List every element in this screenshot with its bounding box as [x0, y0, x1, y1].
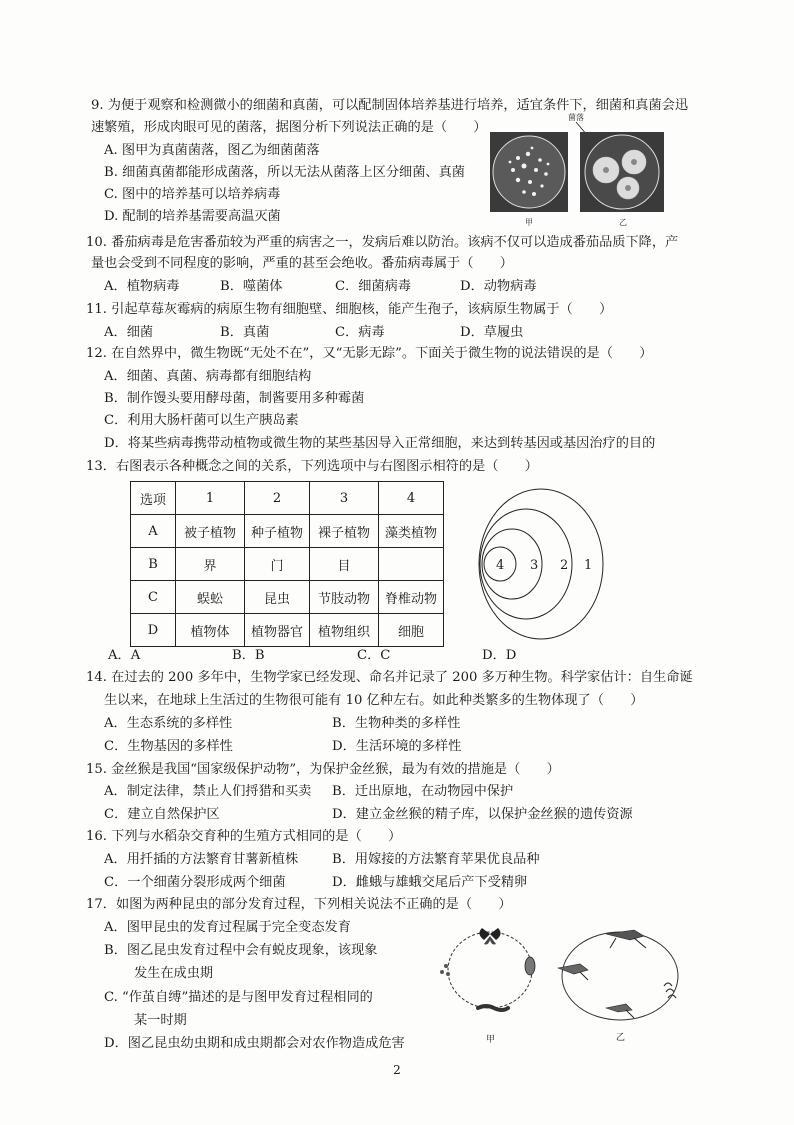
table-cell: 脊椎动物: [379, 581, 444, 614]
table-header-row: [131, 482, 444, 515]
q9-option-b: B. 细菌真菌都能形成菌落，所以无法从菌落上区分细菌、真菌: [104, 165, 465, 180]
table-row: [131, 581, 444, 614]
q17-option-b-line2: 发生在成虫期: [134, 966, 214, 981]
table-cell: 种子植物: [245, 515, 310, 548]
q10-stem-line2: 量也会受到不同程度的影响，严重的甚至会绝收。番茄病毒属于（ ）: [91, 256, 513, 271]
q14-option-a: A．生态系统的多样性: [104, 716, 233, 731]
q10-option-a: A．植物病毒: [104, 279, 180, 294]
table-header-cell: 1: [176, 482, 245, 515]
q12-stem: 12. 在自然界中，微生物既“无处不在”，又“无影无踪”。下面关于微生物的说法错误的是（ ）: [86, 346, 653, 361]
q16-option-c: C．一个细菌分裂形成两个细菌: [104, 875, 286, 890]
table-cell: 节肢动物: [310, 581, 379, 614]
q11-option-a: A．细菌: [104, 325, 154, 340]
q17-fig-label-jia: 甲: [486, 1035, 496, 1045]
q11-stem: 11. 引起草莓灰霉病的病原生物有细胞壁、细胞核，能产生孢子，该病原生物属于（ ）: [86, 302, 613, 317]
q17-option-b-line1: B．图乙昆虫发育过程中会有蜕皮现象，该现象: [104, 943, 378, 958]
table-cell: 植物体: [176, 614, 245, 647]
q14-option-c: C．生物基因的多样性: [104, 739, 233, 754]
q10-option-b: B．噬菌体: [220, 279, 283, 294]
table-cell: 蜈蚣: [176, 581, 245, 614]
circle-label-2: 2: [560, 558, 569, 573]
table-cell: [379, 548, 444, 581]
q11-option-d: D．草履虫: [460, 325, 524, 340]
table-cell: C: [131, 581, 176, 614]
q15-option-c: C．建立自然保护区: [104, 807, 220, 822]
q15-option-b: B．迁出原地，在动物园中保护: [332, 784, 514, 799]
q13-option-c: C．C: [357, 648, 391, 663]
q17-insect-development-figure: [430, 920, 690, 1050]
table-header-cell: 3: [310, 482, 379, 515]
table-row: [131, 614, 444, 647]
table-cell: 细胞: [379, 614, 444, 647]
q9-stem-line1: 9. 为便于观察和检测微小的细菌和真菌，可以配制固体培养基进行培养，适宜条件下，细菌和真菌会迅: [91, 98, 689, 113]
q9-option-c: C. 图中的培养基可以培养病毒: [104, 187, 281, 202]
table-header-cell: 选项: [131, 482, 176, 515]
q14-option-d: D．生活环境的多样性: [332, 739, 462, 754]
q17-stem: 17．如图为两种昆虫的部分发育过程，下列相关说法不正确的是（ ）: [86, 897, 512, 912]
table-cell: 裸子植物: [310, 515, 379, 548]
table-row: [131, 515, 444, 548]
table-cell: 藻类植物: [379, 515, 444, 548]
q17-option-d: D．图乙昆虫幼虫期和成虫期都会对农作物造成危害: [104, 1036, 405, 1051]
q14-stem-line2: 生以来，在地球上生活过的生物很可能有 10 亿种左右。如此种类繁多的生物体现了（ ）: [104, 693, 644, 708]
q13-nested-circles-diagram: [476, 486, 606, 642]
q17-option-c-line1: C. “作茧自缚”描述的是与图甲发育过程相同的: [104, 990, 373, 1005]
butterfly-icon: [479, 928, 500, 945]
q15-option-d: D．建立金丝猴的精子库，以保护金丝猴的遗传资源: [332, 807, 633, 822]
table-cell: 植物组织: [310, 614, 379, 647]
q13-concept-table: [130, 481, 444, 647]
q14-option-b: B．生物种类的多样性: [332, 716, 461, 731]
q13-option-b: B．B: [232, 648, 265, 663]
q9-fig-label-colony: 菌落: [568, 113, 584, 122]
q15-option-a: A．制定法律，禁止人们捋猎和买卖: [104, 784, 312, 799]
q14-stem-line1: 14. 在过去的 200 多年中，生物学家已经发现、命名并记录了 200 多万种生物。科学家估计：自生命诞: [86, 670, 693, 685]
q9-stem-line2: 速繁殖，形成肉眼可见的菌落，据图分析下列说法正确的是（ ）: [91, 120, 487, 135]
q9-petri-dish-figure: [488, 108, 668, 228]
q10-stem-line1: 10. 番茄病毒是危害番茄较为严重的病害之一，发病后难以防治。该病不仅可以造成番茄品质下降，产: [86, 235, 679, 250]
q12-option-c: C．利用大肠杆菌可以生产胰岛素: [104, 413, 299, 428]
q10-option-d: D．动物病毒: [460, 279, 537, 294]
q10-option-c: C．细菌病毒: [335, 279, 412, 294]
table-header-cell: 2: [245, 482, 310, 515]
q11-option-c: C．病毒: [335, 325, 385, 340]
q16-option-b: B．用嫁接的方法繁育苹果优良品种: [332, 852, 540, 867]
table-cell: 植物器官: [245, 614, 310, 647]
table-cell: 被子植物: [176, 515, 245, 548]
q9-fig-label-jia: 甲: [525, 218, 533, 227]
q16-stem: 16. 下列与水稻杂交育种的生殖方式相同的是（ ）: [86, 829, 402, 844]
pupa-icon: [525, 957, 535, 975]
eggs-icon: [664, 983, 676, 998]
q13-option-a: A．A: [108, 648, 141, 663]
table-row: [131, 548, 444, 581]
q12-option-d: D．将某些病毒携带动植物或微生物的某些基因导入正常细胞，来达到转基因或基因治疗的目的: [104, 436, 656, 451]
table-header-cell: 4: [379, 482, 444, 515]
grasshopper-young-icon: [606, 1004, 634, 1018]
circle-label-4: 4: [496, 558, 505, 573]
q9-option-a: A. 图甲为真菌菌落，图乙为细菌菌落: [104, 143, 320, 158]
q17-cycle-jia: [440, 928, 535, 1045]
circle-label-3: 3: [530, 558, 539, 573]
q17-fig-label-yi: 乙: [616, 1033, 626, 1043]
table-cell: 界: [176, 548, 245, 581]
table-cell: D: [131, 614, 176, 647]
q9-fig-label-yi: 乙: [619, 218, 627, 227]
q9-option-d: D. 配制的培养基需要高温灭菌: [104, 209, 281, 224]
page-number: 2: [393, 1063, 401, 1077]
table-cell: 门: [245, 548, 310, 581]
q12-option-a: A．细菌、真菌、病毒都有细胞结构: [104, 369, 312, 384]
table-cell: A: [131, 515, 176, 548]
circle-label-1: 1: [584, 558, 593, 573]
table-cell: 昆虫: [245, 581, 310, 614]
q13-stem: 13．右图表示各种概念之间的关系，下列选项中与右图图示相符的是（ ）: [86, 459, 538, 474]
q17-option-c-line2: 某一时期: [134, 1013, 187, 1028]
q12-option-b: B．制作馒头要用酵母菌，制酱要用多种霉菌: [104, 391, 365, 406]
q11-option-b: B．真菌: [220, 325, 270, 340]
q16-option-a: A．用扦插的方法繁育甘薯新植株: [104, 852, 299, 867]
q17-cycle-yi: [558, 930, 678, 1043]
q15-stem: 15. 金丝猴是我国“国家级保护动物”，为保护金丝猴，最为有效的措施是（ ）: [86, 762, 560, 777]
table-cell: 目: [310, 548, 379, 581]
q17-option-a: A．图甲昆虫的发育过程属于完全变态发育: [104, 920, 351, 935]
table-cell: B: [131, 548, 176, 581]
q16-option-d: D．雌蛾与雄蛾交尾后产下受精卵: [332, 875, 528, 890]
q13-option-d: D．D: [482, 648, 517, 663]
larva-icon: [478, 1006, 508, 1010]
